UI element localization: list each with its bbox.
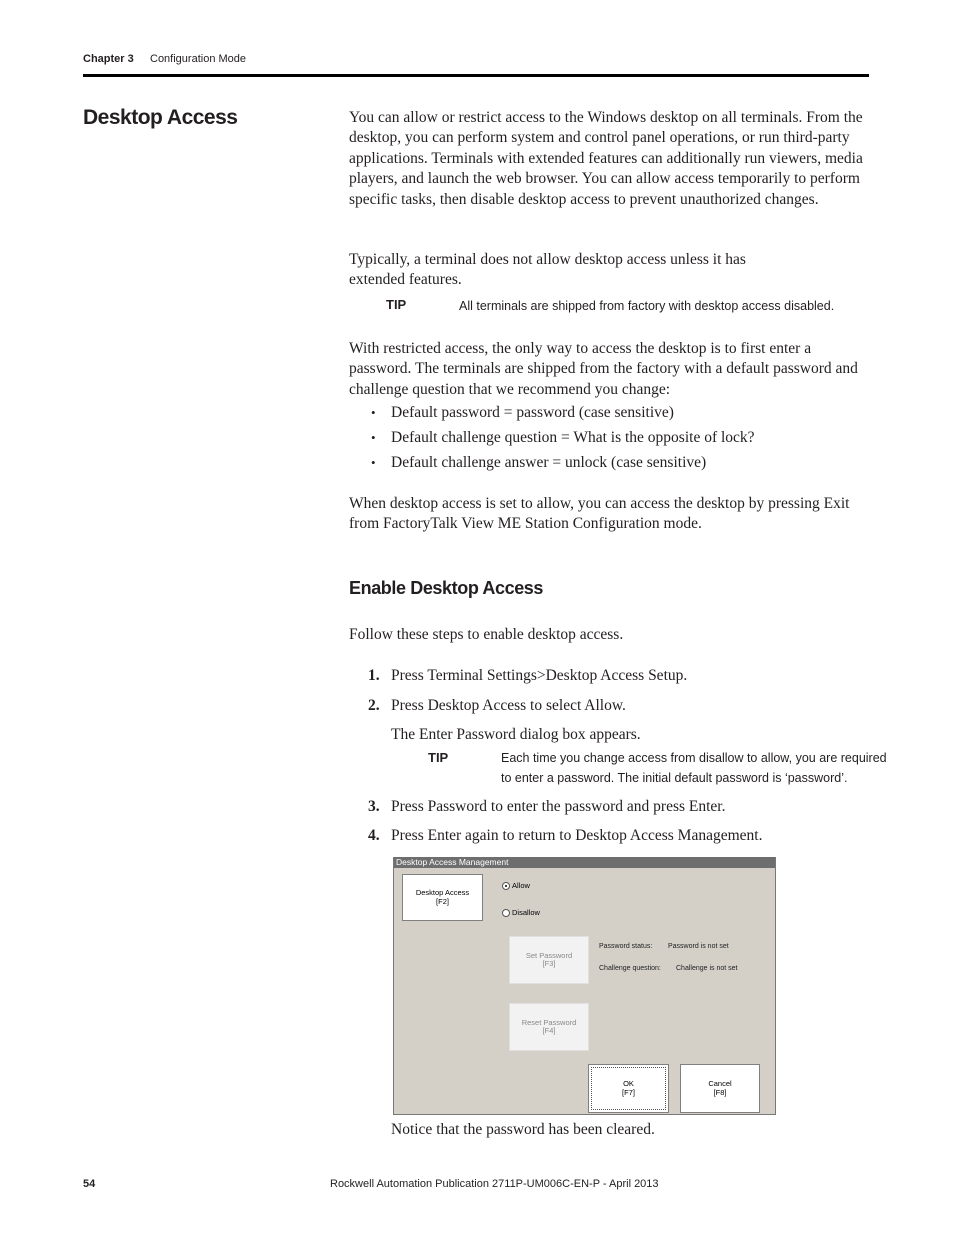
button-label: OK [623,1079,634,1088]
radio-allow[interactable] [502,881,530,890]
reset-password-button[interactable] [509,1003,589,1051]
button-label: Desktop Access [415,888,470,897]
publication-info: Rockwell Automation Publication 2711P-UM006C-EN-P - April 2013 [330,1178,659,1190]
password-status-value: Password is not set [668,943,729,950]
button-label: Cancel [708,1079,732,1088]
tip-text: All terminals are shipped from factory with desktop access disabled. [459,299,835,313]
list-item: • Default challenge question = What is the opposite of lock? [371,428,755,453]
tip-text-line-2: to enter a password. The initial default password is ‘password’. [501,771,848,785]
button-key: [F8] [713,1087,727,1097]
intro-paragraph-1: You can allow or restrict access to the Windows desktop on all terminals. From the desktop, you can perform system and control panel operations, or run third-party applications. Terminals with extended features can additionally run viewers, media players, and launch the web browser. You can allow access temporarily to perform specific tasks, then disable desktop access to prevent unauthorized changes. [349,109,863,208]
button-key: [F3] [542,959,556,968]
follow-text: Follow these steps to enable desktop access. [349,626,624,643]
step-number: 4. [368,827,380,844]
tip-text-line-1: Each time you change access from disallow to allow, you are required [501,751,887,765]
step-2 [368,696,626,716]
figure-caption: Notice that the password has been cleared. [391,1121,655,1138]
challenge-value: Challenge is not set [676,965,738,972]
list-item: • Default challenge answer = unlock (case sensitive) [371,453,755,478]
radio-label: Disallow [512,908,540,917]
tip-label: TIP [428,750,449,765]
password-status-label: Password status: [599,943,653,950]
page-number: 54 [83,1178,96,1190]
list-item: • Default password = password (case sensitive) [371,403,755,428]
chapter-label: Chapter 3 [83,53,134,65]
step-text: Press Desktop Access to select Allow. [391,697,626,714]
desktop-access-dialog [393,857,776,1115]
set-password-button[interactable] [509,936,589,984]
step-number: 3. [368,798,380,815]
step-4 [368,826,762,846]
radio-label: Allow [512,881,530,890]
desktop-access-button[interactable] [402,874,483,921]
radio-unselected-icon [502,909,510,917]
challenge-label: Challenge question: [599,965,661,972]
tip-label: TIP [386,297,407,312]
step-2-result: The Enter Password dialog box appears. [391,726,641,743]
step-1 [368,666,687,686]
step-number: 1. [368,667,380,684]
restricted-paragraph: With restricted access, the only way to access the desktop is to first enter a password. The terminals are shipped from the factory with a default password and challenge question that we recommend you change: [349,340,858,398]
button-label: Reset Password [521,1017,577,1027]
chapter-title: Configuration Mode [150,53,247,65]
allow-paragraph: When desktop access is set to allow, you can access the desktop by pressing Exit from FactoryTalk View ME Station Configuration mode. [349,495,850,533]
step-text: Press Password to enter the password and press Enter. [391,798,726,815]
intro-paragraph-2: Typically, a terminal does not allow desktop access unless it has extended features. [349,251,746,289]
button-key: [F7] [622,1087,635,1097]
cancel-button[interactable] [680,1064,760,1113]
header-rule [83,74,869,77]
radio-selected-icon [502,882,510,890]
section-heading: Desktop Access [83,106,238,129]
button-label: Set Password [525,950,573,960]
step-number: 2. [368,697,380,714]
subsection-heading: Enable Desktop Access [349,578,544,598]
button-key: [F2] [436,896,449,906]
ok-button[interactable] [588,1064,669,1113]
step-text: Press Enter again to return to Desktop Access Management. [391,827,763,844]
dialog-title: Desktop Access Management [394,857,775,868]
default-credentials-list [371,403,755,478]
radio-disallow[interactable] [502,908,540,917]
button-key: [F4] [542,1026,556,1035]
step-3 [368,797,725,817]
step-text: Press Terminal Settings>Desktop Access Setup. [391,667,688,684]
